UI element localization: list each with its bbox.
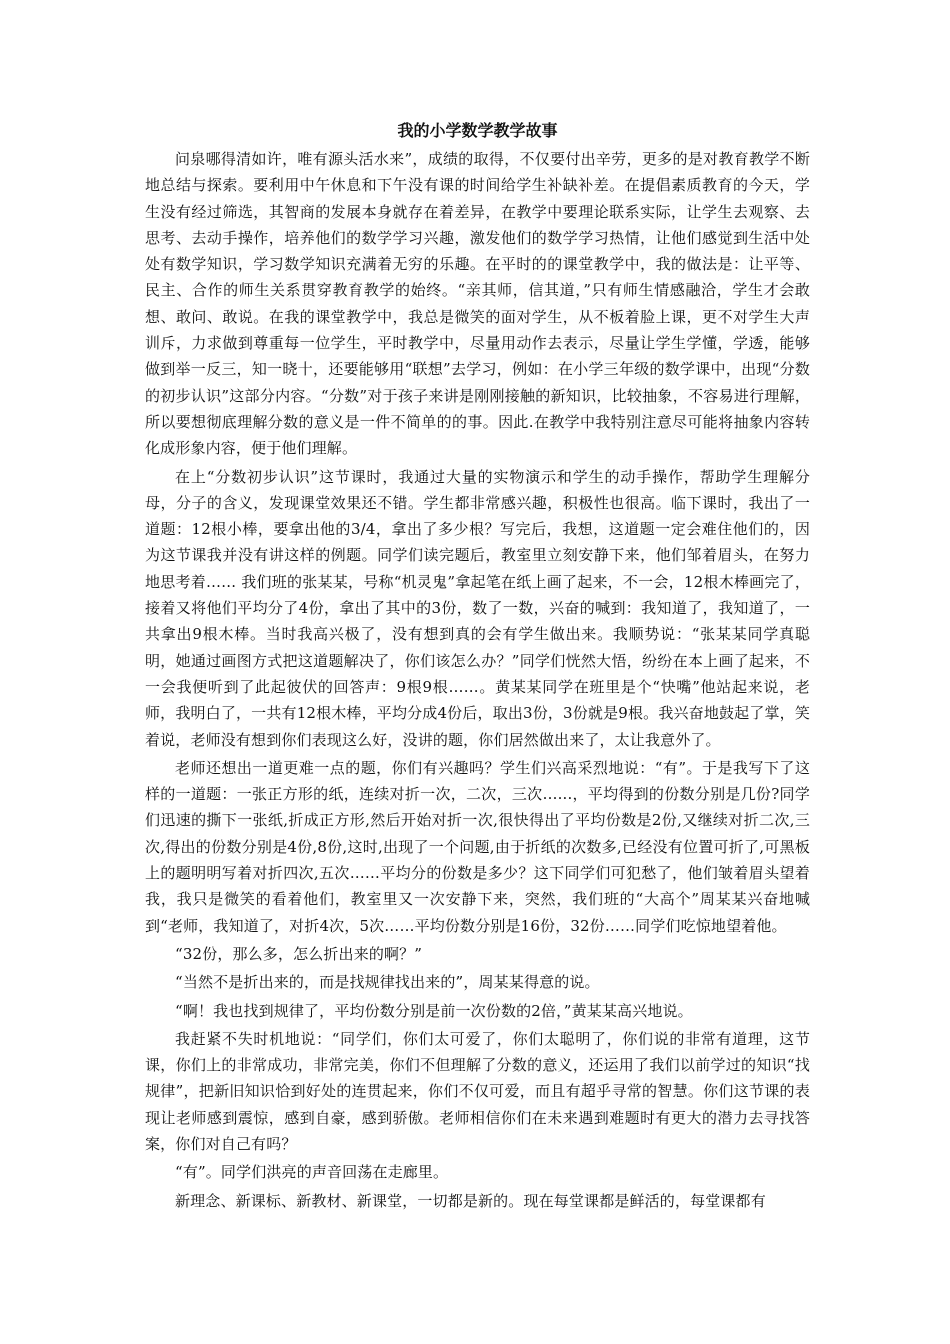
paragraph-5: “当然不是折出来的，而是找规律找出来的”，周某某得意的说。 bbox=[175, 973, 600, 992]
paragraph-6: “啊！我也找到规律了，平均份数分别是前一次份数的2倍，”黄某某高兴地说。 bbox=[175, 1001, 693, 1020]
paragraph-3: 老师还想出一道更难一点的题，你们有兴趣吗？学生们兴高采烈地说：“有”。于是我写下了这样的一道题：一张正方形的纸，连续对折一次，二次，三次…...，平均得到的份数分别是几份?同学们迅速的撕下一张纸,折成正方形,然后开始对折一次,很快得出了平均份数是2份,又继续对折二次,三次,得出的份数分别是4份,8份,这时,出现了一个问题,由于折纸的次数多,已经没有位置可折了,可黑板上的题明明写着对折四次,五次……平均分的份数是多少？这下同学们可犯愁了，他们皱着眉头望着我，我只是微笑的看着他们，教室里又一次安静下来，突然，我们班的“大高个”周某某兴奋地喊到“老师，我知道了，对折4次，5次……平均份数分别是16份，32份……同学们吃惊地望着他。 bbox=[145, 758, 810, 935]
paragraph-9: 新理念、新课标、新教材、新课堂，一切都是新的。现在每堂课都是鲜活的，每堂课都有 bbox=[175, 1191, 766, 1210]
document-title: 我的小学数学教学故事 bbox=[397, 121, 558, 140]
paragraph-4: “32份，那么多，怎么折出来的啊？” bbox=[175, 944, 423, 963]
paragraph-7: 我赶紧不失时机地说：“同学们，你们太可爱了，你们太聪明了，你们说的非常有道理，这节课，你们上的非常成功，非常完美，你们不但理解了分数的意义，还运用了我们以前学过的知识“找规律”，把新旧知识恰到好处的连贯起来，你们不仅可爱，而且有超乎寻常的智慧。你们这节课的表现让老师感到震惊，感到自豪，感到骄傲。老师相信你们在未来遇到难题时有更大的潜力去寻找答案，你们对自己有吗？ bbox=[145, 1029, 810, 1153]
paragraph-2: 在上“分数初步认识”这节课时，我通过大量的实物演示和学生的动手操作，帮助学生理解分母，分子的含义，发现课堂效果还不错。学生都非常感兴趣，积极性也很高。临下课时，我出了一道题：12根小棒，要拿出他的3/4，拿出了多少根？写完后，我想，这道题一定会难住他们的，因为这节课我并没有讲这样的例题。同学们读完题后，教室里立刻安静下来，他们邹着眉头，在努力地思考着…… 我们班的张某某，号称“机灵鬼”拿起笔在纸上画了起来，不一会，12根木棒画完了，接着又将他们平均分了4份，拿出了其中的3份，数了一数，兴奋的喊到：我知道了，我知道了，一共拿出9根木棒。当时我高兴极了，没有想到真的会有学生做出来。我顺势说：“张某某同学真聪明，她通过画图方式把这道题解决了，你们该怎么办？”同学们恍然大悟，纷纷在本上画了起来，不一会我便听到了此起彼伏的回答声：9根9根……。黄某某同学在班里是个“快嘴”他站起来说，老师，我明白了，一共有12根木棒，平均分成4份后，取出3份，3份就是9根。我兴奋地鼓起了掌，笑着说，老师没有想到你们表现这么好，没讲的题，你们居然做出来了，太让我意外了。 bbox=[145, 467, 810, 749]
document-page bbox=[145, 118, 810, 1216]
paragraph-1: 问泉哪得清如许，唯有源头活水来”，成绩的取得，不仅要付出辛劳，更多的是对教育教学不断地总结与探索。要利用中午休息和下午没有课的时间给学生补缺补差。在提倡素质教育的今天，学生没有经过筛选，其智商的发展本身就存在着差异，在教学中要理论联系实际，让学生去观察、去思考、去动手操作，培养他们的数学学习兴趣，激发他们的数学学习热情，让他们感觉到生活中处处有数学知识，学习数学知识充满着无穷的乐趣。在平时的的课堂教学中，我的做法是：让平等、民主、合作的师生关系贯穿教育教学的始终。“亲其师，信其道，”只有师生情感融洽，学生才会敢想、敢问、敢说。在我的课堂教学中，我总是微笑的面对学生，从不板着脸上课，更不对学生大声训斥，力求做到尊重每一位学生，平时教学中，尽量用动作去表示，尽量让学生学懂，学透，能够做到举一反三，知一晓十，还要能够用“联想”去学习，例如：在小学三年级的数学课中，出现“分数的初步认识”这部分内容。“分数”对于孩子来讲是刚刚接触的新知识，比较抽象，不容易进行理解，所以要想彻底理解分数的意义是一件不简单的的事。因此.在教学中我特别注意尽可能将抽象内容转化成形象内容，便于他们理解。 bbox=[145, 150, 810, 458]
paragraph-8: “有”。同学们洪亮的声音回荡在走廊里。 bbox=[175, 1163, 449, 1182]
